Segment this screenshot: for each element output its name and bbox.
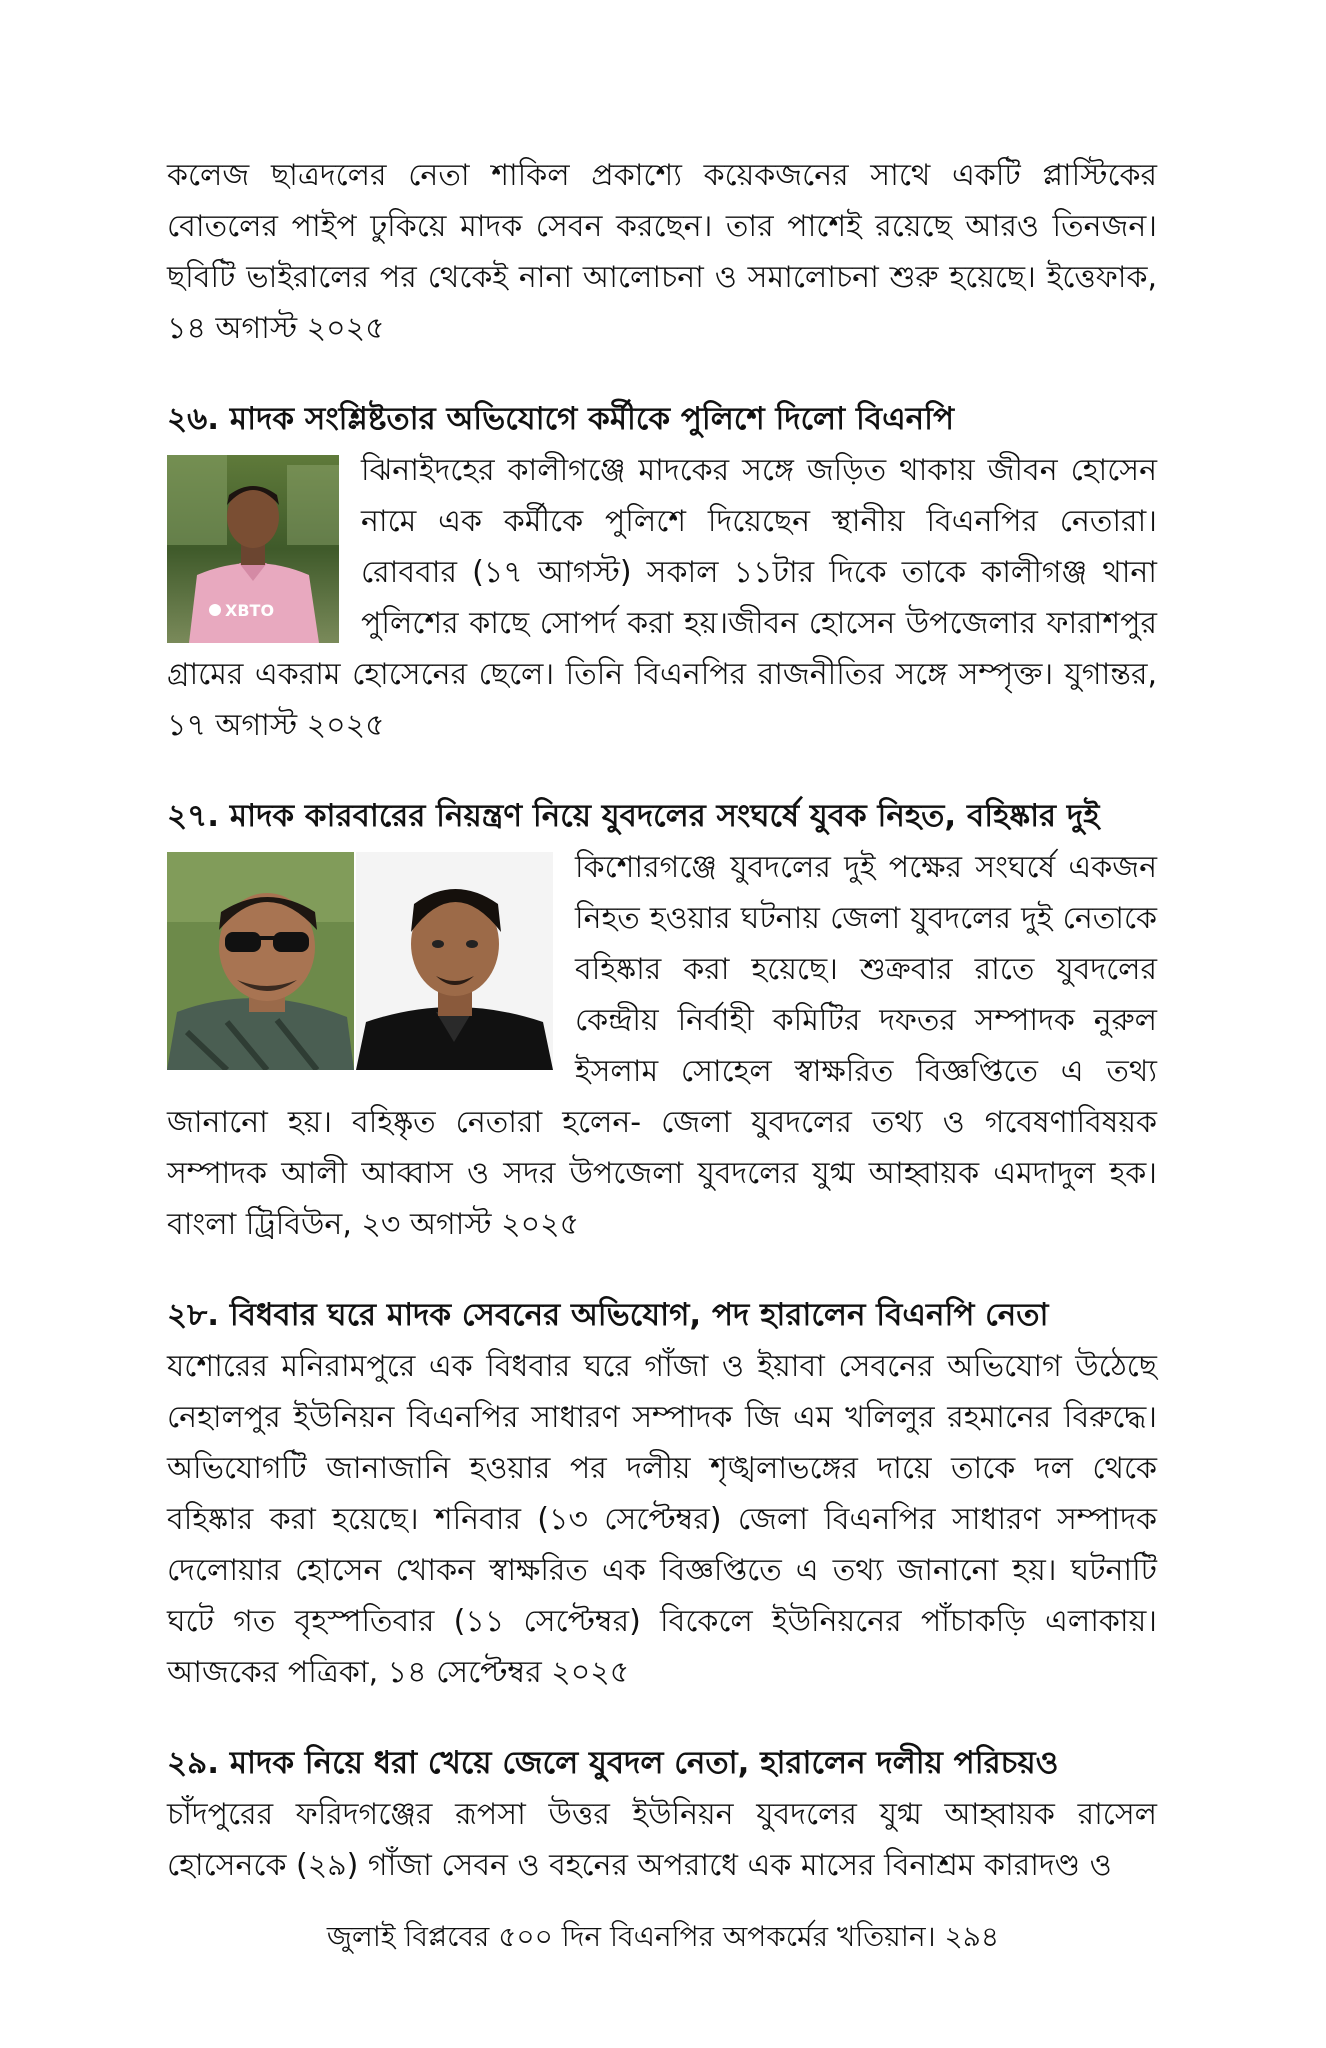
section-27-text: কিশোরগঞ্জে যুবদলের দুই পক্ষের সংঘর্ষে একজন নিহত হওয়ার ঘটনায় জেলা যুবদলের দুই নেতাকে বহিষ্কার করা হয়েছে। শুক্রবার রাতে যুবদলের কেন্দ্রীয় নির্বাহী কমিটির দফতর সম্পাদক নুরুল ইসলাম সোহেল স্বাক্ষরিত বিজ্ঞপ্তিতে এ তথ্য জানানো হয়। বহিষ্কৃত নেতারা হলেন- জেলা যুবদলের তথ্য ও গবেষণাবিষয়ক সম্পাদক আলী আব্বাস ও সদর উপজেলা যুবদলের যুগ্ম আহ্বায়ক এমদাদুল হক। বাংলা ট্রিবিউন, ২৩ অগাস্ট ২০২৫ [167, 850, 1157, 1242]
section-26-text: ঝিনাইদহের কালীগঞ্জে মাদকের সঙ্গে জড়িত থাকায় জীবন হোসেন নামে এক কর্মীকে পুলিশে দিয়েছেন স্থানীয় বিএনপির নেতারা। রোববার (১৭ আগস্ট) সকাল ১১টার দিকে তাকে কালীগঞ্জ থানা পুলিশের কাছে সোপর্দ করা হয়।জীবন হোসেন উপজেলার ফারাশপুর গ্রামের একরাম হোসেনের ছেলে। তিনি বিএনপির রাজনীতির সঙ্গে সম্পৃক্ত। যুগান্তর, ১৭ অগাস্ট ২০২৫ [167, 453, 1157, 743]
section-26-heading: ২৬. মাদক সংশ্লিষ্টতার অভিযোগে কর্মীকে পুলিশে দিলো বিএনপি [167, 401, 955, 437]
intro-paragraph: কলেজ ছাত্রদলের নেতা শাকিল প্রকাশ্যে কয়েকজনের সাথে একটি প্লাস্টিকের বোতলের পাইপ ঢুকিয়ে মাদক সেবন করছেন। তার পাশেই রয়েছে আরও তিনজন। ছবিটি ভাইরালের পর থেকেই নানা আলোচনা ও সমালোচনা শুরু হয়েছে। ইত্তেফাক, ১৪ অগাস্ট ২০২৫ [167, 158, 1157, 346]
section-26-body [167, 445, 1157, 751]
man-sunglasses-photo [167, 852, 354, 1070]
section-27-photos [167, 852, 553, 1070]
section-26-photo [167, 455, 339, 643]
section-29-text: চাঁদপুরের ফরিদগঞ্জের রূপসা উত্তর ইউনিয়ন যুবদলের যুগ্ম আহ্বায়ক রাসেল হোসেনকে (২৯) গাঁজা সেবন ও বহনের অপরাধে এক মাসের বিনাশ্রম কারাদণ্ড ও [167, 1797, 1157, 1883]
section-29-heading: ২৯. মাদক নিয়ে ধরা খেয়ে জেলে যুবদল নেতা, হারালেন দলীয় পরিচয়ও [167, 1745, 1059, 1781]
section-27-body [167, 842, 1157, 1250]
page-content [167, 150, 1157, 1891]
page-footer: জুলাই বিপ্লবের ৫০০ দিন বিএনপির অপকর্মের খতিয়ান। ২৯৪ [326, 1920, 1000, 1953]
section-27-heading: ২৭. মাদক কারবারের নিয়ন্ত্রণ নিয়ে যুবদলের সংঘর্ষে যুবক নিহত, বহিষ্কার দুই [167, 798, 1100, 834]
man-dark-jacket-photo [356, 852, 553, 1070]
shirt-text: XBTO [225, 601, 275, 620]
section-28-heading: ২৮. বিধবার ঘরে মাদক সেবনের অভিযোগ, পদ হারালেন বিএনপি নেতা [167, 1297, 1049, 1333]
section-28-text: যশোরের মনিরামপুরে এক বিধবার ঘরে গাঁজা ও ইয়াবা সেবনের অভিযোগ উঠেছে নেহালপুর ইউনিয়ন বিএনপির সাধারণ সম্পাদক জি এম খলিলুর রহমানের বিরুদ্ধে। অভিযোগটি জানাজানি হওয়ার পর দলীয় শৃঙ্খলাভঙ্গের দায়ে তাকে দল থেকে বহিষ্কার করা হয়েছে। শনিবার (১৩ সেপ্টেম্বর) জেলা বিএনপির সাধারণ সম্পাদক দেলোয়ার হোসেন খোকন স্বাক্ষরিত এক বিজ্ঞপ্তিতে এ তথ্য জানানো হয়। ঘটনাটি ঘটে গত বৃহস্পতিবার (১১ সেপ্টেম্বর) বিকেলে ইউনিয়নের পাঁচাকড়ি এলাকায়। আজকের পত্রিকা, ১৪ সেপ্টেম্বর ২০২৫ [167, 1349, 1157, 1690]
man-pink-shirt-photo [167, 455, 339, 643]
